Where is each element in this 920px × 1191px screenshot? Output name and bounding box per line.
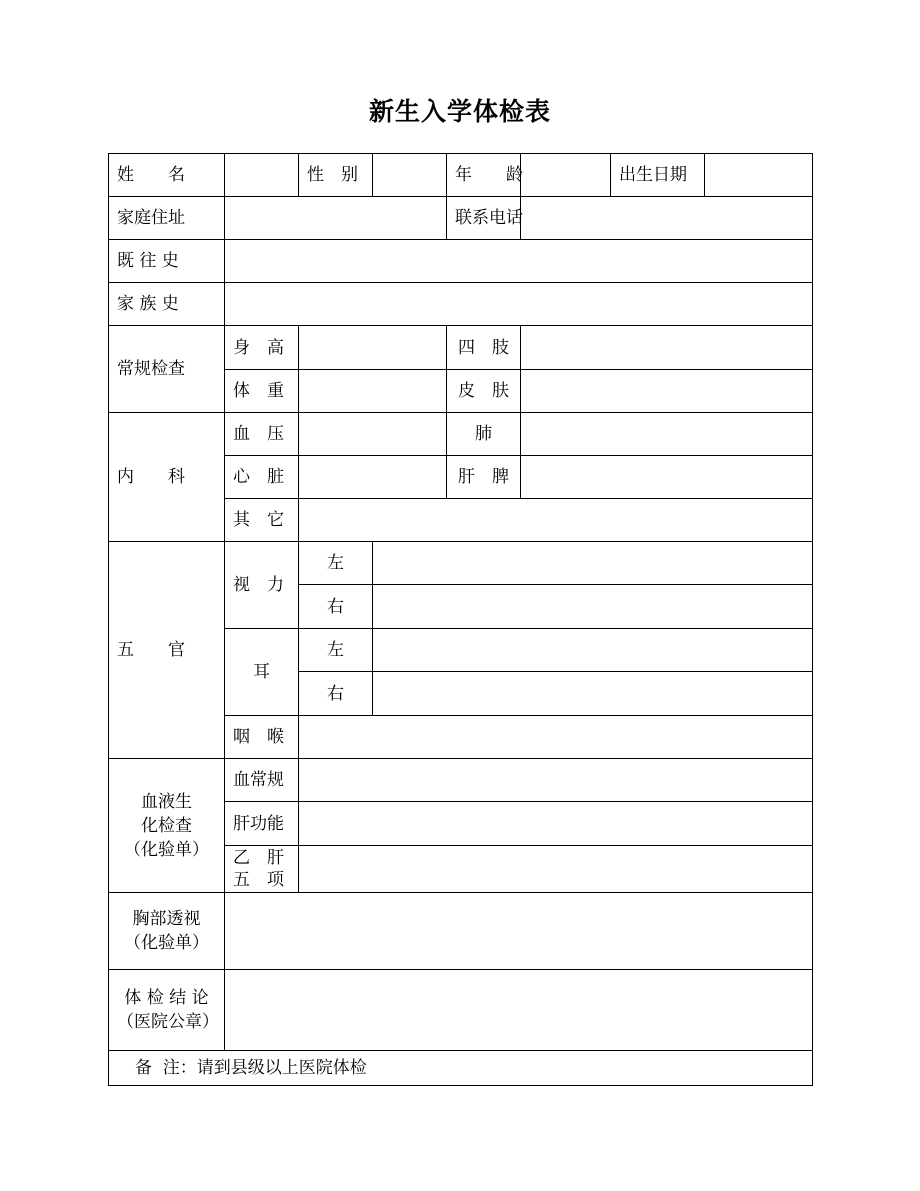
label-blood-biochem-line1: 血液生 <box>141 791 192 812</box>
label-phone: 联系电话 <box>447 197 521 240</box>
label-blood-biochem-line2: 化检查 <box>141 815 192 836</box>
field-ear-right[interactable] <box>373 672 813 716</box>
label-conclusion-line1: 体 检 结 论 <box>124 988 209 1008</box>
label-liver-function: 肝功能 <box>225 802 299 846</box>
field-name[interactable] <box>225 154 299 197</box>
field-birth-date[interactable] <box>705 154 813 197</box>
label-vision-left: 左 <box>299 542 373 585</box>
label-limbs: 四 肢 <box>447 326 521 370</box>
label-ear-left: 左 <box>299 629 373 672</box>
label-birth-date: 出生日期 <box>611 154 705 197</box>
field-height[interactable] <box>299 326 447 370</box>
label-hep-b-line1: 乙 肝 <box>233 848 284 868</box>
label-conclusion-line2: （医院公章） <box>117 1012 219 1032</box>
label-address: 家庭住址 <box>109 197 225 240</box>
label-conclusion <box>109 970 225 1051</box>
health-exam-form <box>108 153 813 1086</box>
label-routine-exam: 常规检查 <box>109 326 225 413</box>
field-heart[interactable] <box>299 456 447 499</box>
field-skin[interactable] <box>521 370 813 413</box>
label-ear: 耳 <box>225 629 299 716</box>
field-throat[interactable] <box>299 716 813 759</box>
label-blood-biochem-line3: （化验单） <box>124 839 209 860</box>
field-liver-function[interactable] <box>299 802 813 846</box>
label-liver-spleen: 肝 脾 <box>447 456 521 499</box>
page-title: 新生入学体检表 <box>368 97 551 126</box>
label-throat: 咽 喉 <box>225 716 299 759</box>
label-weight: 体 重 <box>225 370 299 413</box>
label-chest-line1: 胸部透视 <box>132 909 201 929</box>
label-blood-routine: 血常规 <box>225 759 299 802</box>
label-hep-b <box>225 846 299 893</box>
label-name: 姓 名 <box>109 154 225 197</box>
label-other: 其 它 <box>225 499 299 542</box>
field-address[interactable] <box>225 197 447 240</box>
label-blood-biochem <box>109 759 225 893</box>
label-height: 身 高 <box>225 326 299 370</box>
label-five-senses: 五 官 <box>109 542 225 759</box>
label-heart: 心 脏 <box>225 456 299 499</box>
label-internal-medicine: 内 科 <box>109 413 225 542</box>
label-vision: 视 力 <box>225 542 299 629</box>
field-conclusion[interactable] <box>225 970 813 1051</box>
field-gender[interactable] <box>373 154 447 197</box>
label-blood-pressure: 血 压 <box>225 413 299 456</box>
label-ear-right: 右 <box>299 672 373 716</box>
field-age[interactable] <box>521 154 611 197</box>
label-lung: 肺 <box>447 413 521 456</box>
remark: 备 注：请到县级以上医院体检 <box>109 1051 813 1086</box>
field-lung[interactable] <box>521 413 813 456</box>
field-family-history[interactable] <box>225 283 813 326</box>
field-blood-routine[interactable] <box>299 759 813 802</box>
field-vision-right[interactable] <box>373 585 813 629</box>
field-ear-left[interactable] <box>373 629 813 672</box>
field-vision-left[interactable] <box>373 542 813 585</box>
label-gender: 性 别 <box>299 154 373 197</box>
field-hep-b[interactable] <box>299 846 813 893</box>
label-vision-right: 右 <box>299 585 373 629</box>
field-past-history[interactable] <box>225 240 813 283</box>
label-chest-xray <box>109 893 225 970</box>
field-blood-pressure[interactable] <box>299 413 447 456</box>
label-chest-line2: （化验单） <box>124 933 209 953</box>
label-age: 年 龄 <box>447 154 521 197</box>
label-past-history: 既 往 史 <box>109 240 225 283</box>
label-skin: 皮 肤 <box>447 370 521 413</box>
field-limbs[interactable] <box>521 326 813 370</box>
field-chest-xray[interactable] <box>225 893 813 970</box>
label-family-history: 家 族 史 <box>109 283 225 326</box>
field-liver-spleen[interactable] <box>521 456 813 499</box>
field-weight[interactable] <box>299 370 447 413</box>
field-other[interactable] <box>299 499 813 542</box>
field-phone[interactable] <box>521 197 813 240</box>
label-hep-b-line2: 五 项 <box>233 870 284 890</box>
